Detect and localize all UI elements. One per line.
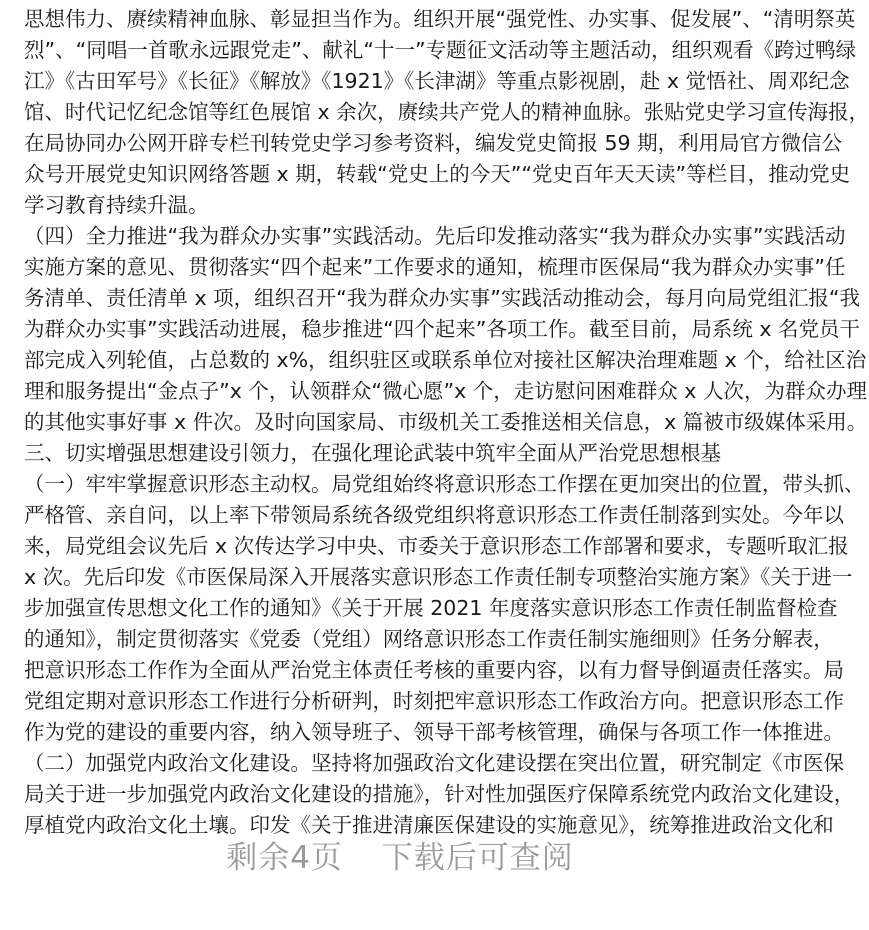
text-line: 局关于进一步加强党内政治文化建设的措施》，针对性加强医疗保障系统党内政治文化建设， bbox=[24, 782, 855, 806]
text-line: 江》《古田军号》《长征》《解放》《1921》《长津湖》等重点影视剧，赴 x 觉悟社、周邓纪念 bbox=[24, 69, 850, 93]
text-line: 厚植党内政治文化土壤。印发《关于推进清廉医保建设的实施意见》，统筹推进政治文化和 bbox=[24, 813, 834, 837]
text-line: 来，局党组会议先后 x 次传达学习中央、市委关于意识形态工作部署和要求，专题听取汇报 bbox=[24, 534, 849, 558]
text-line: 严格管、亲自问，以上率下带领局系统各级党组织将意识形态工作责任制落到实处。今年以 bbox=[24, 503, 844, 527]
text-line: 三、切实增强思想建设引领力，在强化理论武装中筑牢全面从严治党思想根基 bbox=[24, 441, 721, 465]
text-line: 众号开展党史知识网络答题 x 期，转载“党史上的今天”“党史百年天天读”等栏目，推动党史 bbox=[24, 162, 851, 186]
download-to-view-link[interactable]: 下载后可查阅 bbox=[381, 840, 574, 876]
text-line: 思想伟力、赓续精神血脉、彰显担当作为。组织开展“强党性、办实事、促发展”、“清明祭英 bbox=[24, 7, 856, 31]
text-line: 实施方案的意见、贯彻落实“四个起来”工作要求的通知，梳理市医保局“我为群众办实事”任 bbox=[24, 255, 846, 279]
text-line: 烈”、“同唱一首歌永远跟党走”、献礼“十一”专题征文活动等主题活动，组织观看《跨过鸭绿 bbox=[24, 38, 857, 62]
text-line: x 次。先后印发《市医保局深入开展落实意识形态工作责任制专项整治实施方案》《关于进一 bbox=[24, 565, 853, 589]
text-line: 馆、时代记忆纪念馆等红色展馆 x 余次，赓续共产党人的精神血脉。张贴党史学习宣传海报， bbox=[24, 100, 869, 124]
text-line: （二）加强党内政治文化建设。坚持将加强政治文化建设摆在突出位置，研究制定《市医保 bbox=[24, 751, 844, 775]
text-line: 部完成入列轮值，占总数的 x%，组织驻区或联系单位对接社区解决治理难题 x 个，给社区治 bbox=[24, 348, 867, 372]
text-line: 作为党的建设的重要内容，纳入领导班子、领导干部考核管理，确保与各项工作一体推进。 bbox=[24, 720, 844, 744]
text-line: 党组定期对意识形态工作进行分析研判，时刻把牢意识形态工作政治方向。把意识形态工作 bbox=[24, 689, 844, 713]
text-line: 为群众办实事”实践活动进展，稳步推进“四个起来”各项工作。截至目前，局系统 x 名党员干 bbox=[24, 317, 861, 341]
text-line: （四）全力推进“我为群众办实事”实践活动。先后印发推动落实“我为群众办实事”实践活动 bbox=[24, 224, 846, 248]
text-line: 把意识形态工作作为全面从严治党主体责任考核的重要内容，以有力督导倒逼责任落实。局 bbox=[24, 658, 844, 682]
text-line: 务清单、责任清单 x 项，组织召开“我为群众办实事”实践活动推动会，每月向局党组汇报“我 bbox=[24, 286, 861, 310]
text-line: 的通知》，制定贯彻落实《党委（党组）网络意识形态工作责任制实施细则》任务分解表， bbox=[24, 627, 834, 651]
text-line: （一）牢牢掌握意识形态主动权。局党组始终将意识形态工作摆在更加突出的位置，带头抓、 bbox=[24, 472, 865, 496]
remaining-pages-label: 剩余4页 bbox=[226, 840, 343, 876]
document-body bbox=[24, 0, 869, 841]
text-line: 理和服务提出“金点子”x 个，认领群众“微心愿”x 个，走访慰问困难群众 x 人次，为群众办理 bbox=[24, 379, 867, 403]
text-line: 的其他实事好事 x 件次。及时向国家局、市级机关工委推送相关信息，x 篇被市级媒体采用。 bbox=[24, 410, 868, 434]
text-line: 在局协同办公网开辟专栏刊转党史学习参考资料，编发党史简报 59 期，利用局官方微信公 bbox=[24, 131, 843, 155]
text-line: 学习教育持续升温。 bbox=[24, 193, 209, 217]
download-prompt[interactable] bbox=[0, 832, 800, 877]
text-line: 步加强宣传思想文化工作的通知》《关于开展 2021 年度落实意识形态工作责任制监督检查 bbox=[24, 596, 838, 620]
